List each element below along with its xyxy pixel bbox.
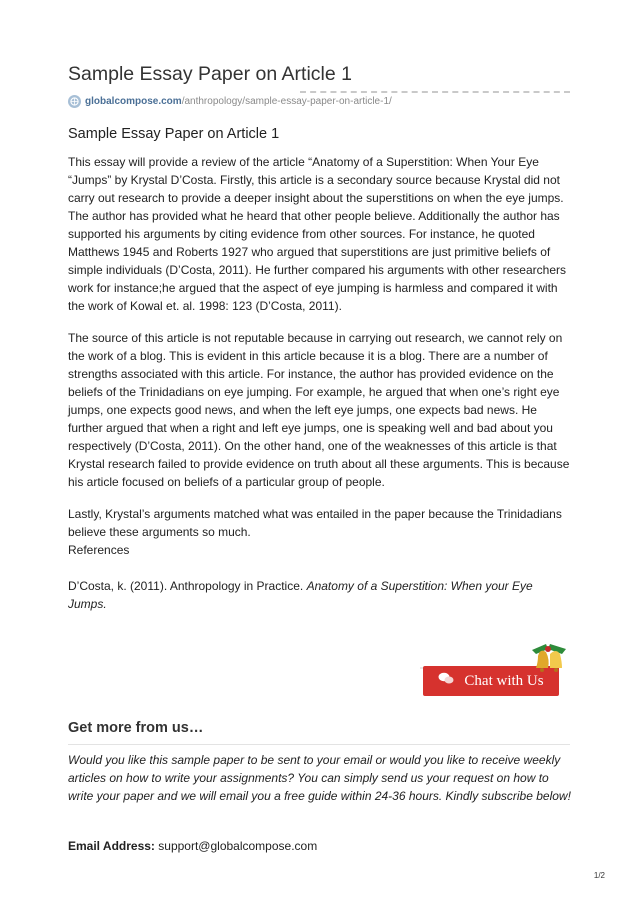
email-label: Email Address: — [68, 839, 155, 853]
article-heading: Sample Essay Paper on Article 1 — [68, 126, 280, 142]
references-heading: References — [68, 543, 130, 557]
reference-plain: D’Costa, k. (2011). Anthropology in Practice. — [68, 579, 304, 593]
chat-button-label: Chat with Us — [464, 672, 544, 689]
subscribe-text: Would you like this sample paper to be sent to your email or would you like to receive weekly articles on how to write your assignments? You can simply send us your request on how to write your paper and we will email you a free guide within 24-36 hours. Kindly subscribe below! — [68, 753, 571, 803]
url-path: /anthropology/sample-essay-paper-on-article-1/ — [181, 95, 392, 107]
reference-title: Anatomy of a Superstition: When your Eye Jumps. — [68, 579, 533, 611]
section-divider — [68, 744, 570, 745]
reference-entry — [68, 577, 573, 613]
paragraph-source: The source of this article is not reputable because in carrying out research, we cannot rely on the work of a blog. This is evident in this article because it is a blog. There are a number of strengths associated with this article. For instance, the author has provided evidence on the beliefs of the Trinidadians on eye jumping. For example, he argued that when one’s right eye jumps, one expects good news, and when the left eye jumps, one expects bad news. He further argued that when a right and left eye jumps, one is speaking well and bad about you respectively (D’Costa, 2011). On the other hand, one of the weaknesses of this article is that Krystal research failed to provide evidence on truth about all these arguments. This is because his article focused on beliefs of a particular group of people. — [68, 331, 570, 489]
paragraph-intro: This essay will provide a review of the article “Anatomy of a Superstition: When Your Eye “Jumps” by Krystal D’Costa. Firstly, this article is a secondary source because Krystal did not carry out research to provide a deeper insight about the superstitions on when the eye jumps. The author has provided what he heard that other people believe. Additionally the author has supported his arguments by citing evidence from other sources. For instance, he quoted Matthews 1945 and Roberts 1927 who argued that superstitions are just primitive beliefs of simple individuals (D’Costa, 2011). He further compared his arguments with other researchers work for instance;he argued that the aspect of eye jumping is harmless and compared it with the work of Kowal et. al. 1998: 123 (D’Costa, 2011). — [68, 155, 566, 313]
source-url[interactable] — [68, 93, 392, 109]
url-domain: globalcompose.com — [85, 95, 182, 107]
email-row — [68, 837, 573, 855]
paragraph-conclusion: Lastly, Krystal’s arguments matched what was entailed in the paper because the Trinidadians believe these arguments so much. — [68, 507, 562, 539]
globe-icon — [68, 95, 81, 108]
christmas-bells-icon — [528, 640, 570, 685]
page-title: Sample Essay Paper on Article 1 — [68, 63, 352, 85]
get-more-heading: Get more from us… — [68, 720, 204, 736]
chat-bubble-icon — [438, 672, 454, 690]
email-address[interactable]: support@globalcompose.com — [158, 839, 318, 853]
page-number: 1/2 — [593, 871, 605, 880]
snow-decoration — [420, 653, 538, 667]
